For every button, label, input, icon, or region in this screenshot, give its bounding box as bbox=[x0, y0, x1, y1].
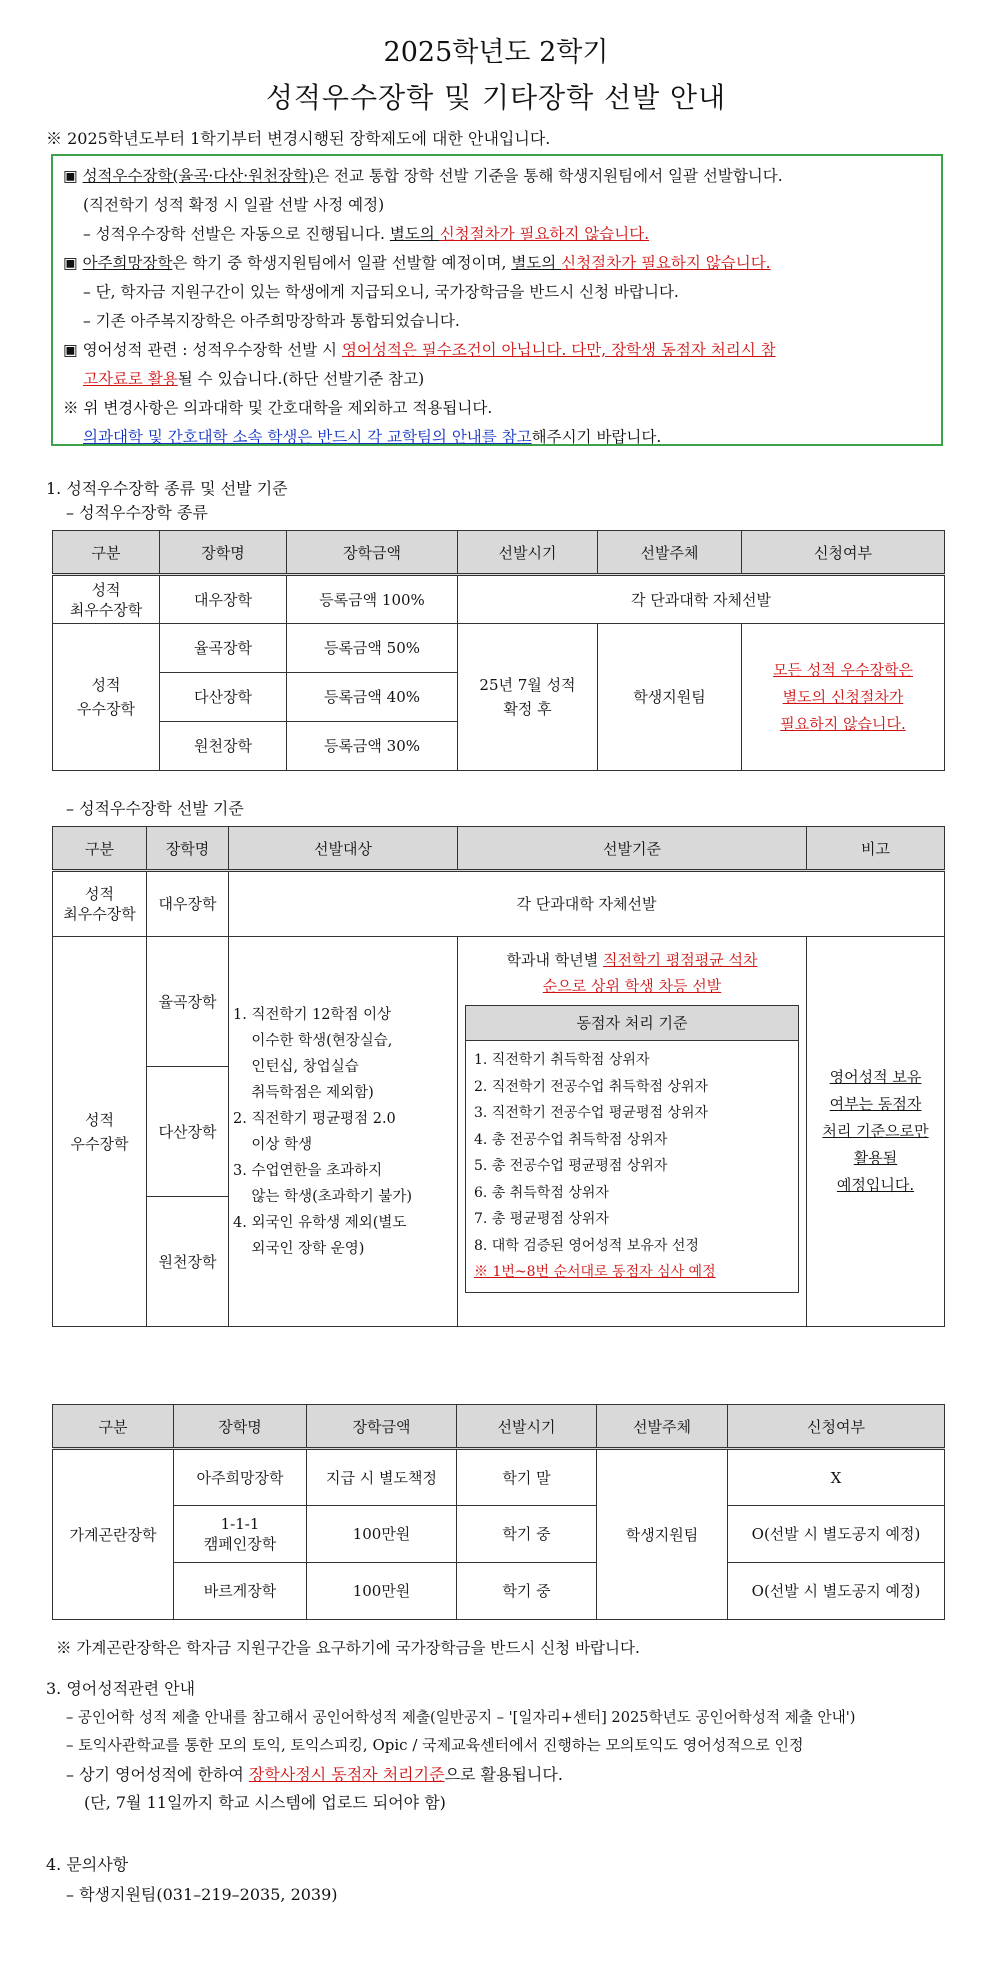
tie-item: 2. 직전학기 전공수업 취득학점 상위자 bbox=[474, 1078, 709, 1095]
notice-line-4: ▣ 아주희망장학은 학기 중 학생지원팀에서 일괄 선발할 예정이며, 별도의 신청절차가 필요하지 않습니다. bbox=[63, 254, 771, 272]
section3-line-4: (단, 7월 11일까지 학교 시스템에 업로드 되어야 함) bbox=[84, 1793, 446, 1812]
hardship-scholarship-table bbox=[52, 1404, 945, 1620]
tie-item: 5. 총 전공수업 평균평점 상위자 bbox=[474, 1158, 668, 1174]
t3-row-amount: 지급 시 별도책정 bbox=[307, 1449, 457, 1506]
t1-selector: 학생지원팀 bbox=[598, 624, 742, 771]
t2-header: 선발대상 bbox=[229, 827, 458, 871]
selection-criteria-table bbox=[52, 826, 945, 1327]
t2-name: 율곡장학 bbox=[147, 937, 229, 1067]
t2-header: 선발기준 bbox=[458, 827, 807, 871]
t3-row-timing: 학기 말 bbox=[457, 1449, 597, 1506]
t3-row-name: 바르게장학 bbox=[174, 1563, 307, 1620]
section3-heading: 3. 영어성적관련 안내 bbox=[46, 1679, 196, 1698]
t3-header: 장학금액 bbox=[307, 1405, 457, 1449]
t3-group: 가계곤란장학 bbox=[53, 1449, 174, 1620]
notice-line-6: – 기존 아주복지장학은 아주희망장학과 통합되었습니다. bbox=[83, 312, 460, 330]
hardship-note: ※ 가계곤란장학은 학자금 지원구간을 요구하기에 국가장학금을 반드시 신청 바랍니다. bbox=[56, 1639, 640, 1657]
t1-apply: 모든 성적 우수장학은 별도의 신청절차가 필요하지 않습니다. bbox=[742, 624, 945, 771]
tie-breaker-list bbox=[466, 1041, 798, 1292]
t3-row-timing: 학기 중 bbox=[457, 1563, 597, 1620]
notice-line-1: ▣ 성적우수장학(율곡·다산·원천장학)은 전교 통합 장학 선발 기준을 통해 학생지원팀에서 일괄 선발합니다. bbox=[63, 167, 783, 185]
tie-item: 3. 직전학기 전공수업 평균평점 상위자 bbox=[474, 1105, 709, 1121]
t2-targets bbox=[229, 937, 458, 1327]
t3-header: 신청여부 bbox=[728, 1405, 945, 1449]
t2-top-group: 성적 최우수장학 bbox=[53, 871, 147, 937]
t3-row-name: 아주희망장학 bbox=[174, 1449, 307, 1506]
t2-target-item: 3. 수업연한을 초과하지 않는 학생(초과학기 불가) bbox=[233, 1162, 413, 1205]
notice-line-7: ▣ 영어성적 관련 : 성적우수장학 선발 시 영어성적은 필수조건이 아닙니다. 다만, 장학생 동점자 처리시 참 bbox=[63, 341, 776, 359]
t2-target-item: 1. 직전학기 12학점 이상 이수한 학생(현장실습, 인턴십, 창업실습 취득학점은 제외함) bbox=[233, 1006, 393, 1101]
t1-top-amount: 등록금액 100% bbox=[287, 575, 458, 624]
tie-note: ※ 1번~8번 순서대로 동점자 심사 예정 bbox=[474, 1264, 716, 1280]
t1-row-amount: 등록금액 30% bbox=[287, 722, 458, 771]
t2-top-name: 대우장학 bbox=[147, 871, 229, 937]
title-line1: 2025학년도 2학기 bbox=[383, 37, 609, 68]
t1-header: 신청여부 bbox=[742, 531, 945, 575]
t3-header: 장학명 bbox=[174, 1405, 307, 1449]
t2-criteria-text: 학과내 학년별 직전학기 평점평균 석차 순으로 상위 학생 차등 선발 bbox=[506, 951, 758, 995]
tie-breaker-box bbox=[465, 1005, 799, 1293]
section4-heading: 4. 문의사항 bbox=[46, 1855, 129, 1874]
t3-header: 구분 bbox=[53, 1405, 174, 1449]
tie-item: 6. 총 취득학점 상위자 bbox=[474, 1184, 609, 1201]
tie-item: 7. 총 평균평점 상위자 bbox=[474, 1211, 609, 1227]
section3-line-3: – 상기 영어성적에 한하여 장학사정시 동점자 처리기준으로 활용됩니다. bbox=[66, 1765, 563, 1784]
t2-target-item: 4. 외국인 유학생 제외(별도 외국인 장학 운영) bbox=[233, 1214, 407, 1257]
notice-line-2: (직전학기 성적 확정 시 일괄 선발 사정 예정) bbox=[83, 196, 385, 214]
t2-header: 장학명 bbox=[147, 827, 229, 871]
t3-row-apply: O(선발 시 별도공지 예정) bbox=[728, 1506, 945, 1563]
t3-row-apply: X bbox=[728, 1449, 945, 1506]
section1-heading: 1. 성적우수장학 종류 및 선발 기준 bbox=[46, 479, 288, 498]
t2-criteria bbox=[458, 937, 807, 1327]
t1-row-name: 원천장학 bbox=[160, 722, 287, 771]
intro-note: ※ 2025학년도부터 1학기부터 변경시행된 장학제도에 대한 안내입니다. bbox=[46, 129, 551, 148]
t1-header: 장학명 bbox=[160, 531, 287, 575]
notice-line-5: – 단, 학자금 지원구간이 있는 학생에게 지급되오니, 국가장학금을 반드시 신청 바랍니다. bbox=[83, 283, 679, 301]
scholarship-types-table bbox=[52, 530, 945, 771]
notice-line-3: – 성적우수장학 선발은 자동으로 진행됩니다. 별도의 신청절차가 필요하지 않습니다. bbox=[83, 225, 650, 243]
t1-header: 선발주체 bbox=[598, 531, 742, 575]
t1-header: 선발시기 bbox=[458, 531, 598, 575]
t3-row-apply: O(선발 시 별도공지 예정) bbox=[728, 1563, 945, 1620]
t3-selector: 학생지원팀 bbox=[597, 1449, 728, 1620]
t3-row-amount: 100만원 bbox=[307, 1563, 457, 1620]
section1-sub1: – 성적우수장학 종류 bbox=[66, 503, 208, 522]
t1-row-name: 율곡장학 bbox=[160, 624, 287, 673]
t1-header: 장학금액 bbox=[287, 531, 458, 575]
t2-name: 다산장학 bbox=[147, 1067, 229, 1197]
title-line2: 성적우수장학 및 기타장학 선발 안내 bbox=[265, 81, 727, 114]
t2-top-merged: 각 단과대학 자체선발 bbox=[229, 871, 945, 937]
section1-sub2: – 성적우수장학 선발 기준 bbox=[66, 799, 244, 818]
section3-line-1: – 공인어학 성적 제출 안내를 참고해서 공인어학성적 제출(일반공지 – '[일자리+센터] 2025학년도 공인어학성적 제출 안내') bbox=[66, 1709, 856, 1726]
t3-header: 선발시기 bbox=[457, 1405, 597, 1449]
t2-target-item: 2. 직전학기 평균평점 2.0 이상 학생 bbox=[233, 1110, 396, 1153]
notice-line-8: 고자료로 활용될 수 있습니다.(하단 선발기준 참고) bbox=[83, 370, 425, 388]
tie-breaker-title: 동점자 처리 기준 bbox=[466, 1006, 798, 1041]
tie-item: 8. 대학 검증된 영어성적 보유자 선정 bbox=[474, 1237, 699, 1254]
t3-row-timing: 학기 중 bbox=[457, 1506, 597, 1563]
tie-item: 4. 총 전공수업 취득학점 상위자 bbox=[474, 1131, 668, 1148]
notice-line-9: ※ 위 변경사항은 의과대학 및 간호대학을 제외하고 적용됩니다. bbox=[63, 399, 493, 417]
t1-top-merged: 각 단과대학 자체선발 bbox=[458, 575, 945, 624]
t2-header: 비고 bbox=[807, 827, 945, 871]
t2-name: 원천장학 bbox=[147, 1197, 229, 1327]
t1-row-amount: 등록금액 50% bbox=[287, 624, 458, 673]
notice-box bbox=[51, 154, 943, 446]
t2-group: 성적 우수장학 bbox=[53, 937, 147, 1327]
notice-line-10: 의과대학 및 간호대학 소속 학생은 반드시 각 교학팀의 안내를 참고해주시기 바랍니다. bbox=[83, 428, 662, 446]
t3-row-name: 1-1-1 캠페인장학 bbox=[174, 1506, 307, 1563]
t3-header: 선발주체 bbox=[597, 1405, 728, 1449]
section3-line-2: – 토익사관학교를 통한 모의 토익, 토익스피킹, Opic / 국제교육센터에서 진행하는 모의토익도 영어성적으로 인정 bbox=[66, 1736, 804, 1754]
section4-line-1: – 학생지원팀(031–219–2035, 2039) bbox=[66, 1885, 338, 1904]
tie-item: 1. 직전학기 취득학점 상위자 bbox=[474, 1052, 650, 1068]
t1-row-amount: 등록금액 40% bbox=[287, 673, 458, 722]
t1-header: 구분 bbox=[53, 531, 160, 575]
t2-header: 구분 bbox=[53, 827, 147, 871]
t1-group: 성적 우수장학 bbox=[53, 624, 160, 771]
t1-top-group: 성적 최우수장학 bbox=[53, 575, 160, 624]
t3-row-amount: 100만원 bbox=[307, 1506, 457, 1563]
t1-row-name: 다산장학 bbox=[160, 673, 287, 722]
t1-top-name: 대우장학 bbox=[160, 575, 287, 624]
t2-remark: 영어성적 보유 여부는 동점자 처리 기준으로만 활용될 예정입니다. bbox=[807, 937, 945, 1327]
t1-timing: 25년 7월 성적 확정 후 bbox=[458, 624, 598, 771]
